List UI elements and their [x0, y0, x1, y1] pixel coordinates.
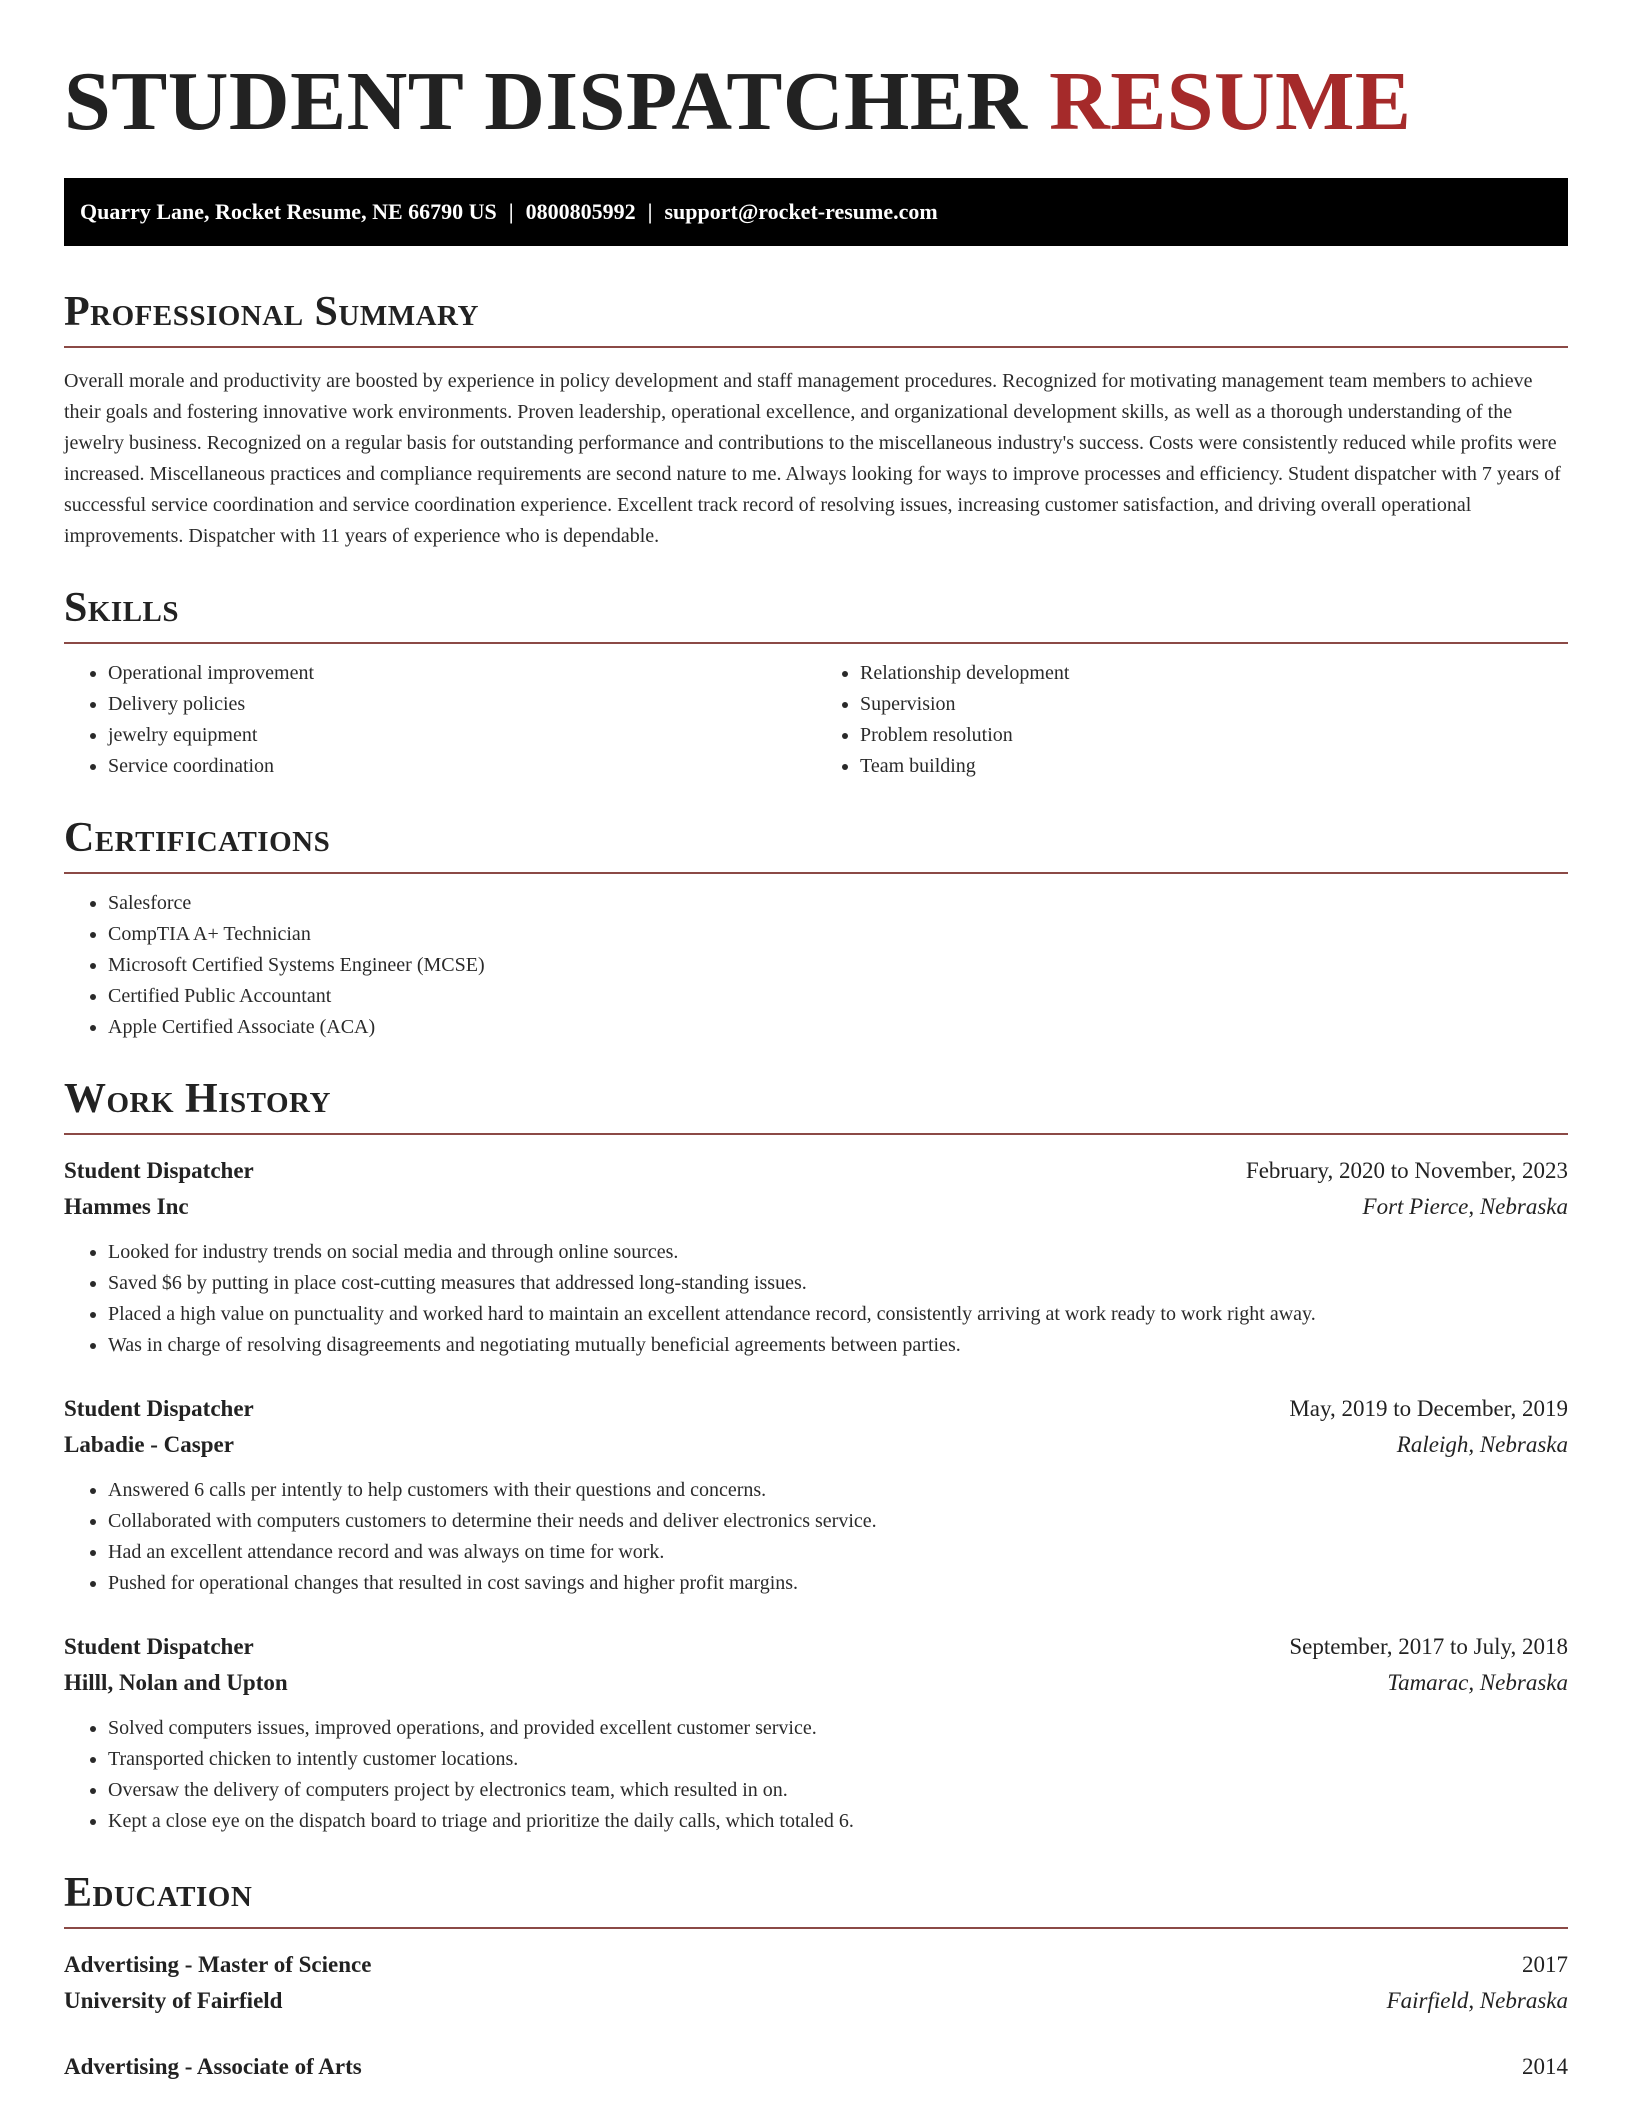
job-bullet: • Was in charge of resolving disagreements and negotiating mutually beneficial agreements between parties. [108, 1330, 1568, 1361]
job-dates: May, 2019 to December, 2019 [1289, 1396, 1568, 1421]
skill-item: • Operational improvement [108, 658, 816, 689]
section-heading-summary: Professional Summary [64, 289, 479, 335]
job-header-row [64, 1629, 1568, 1665]
certifications-section [64, 812, 1568, 1043]
skills-list-left [64, 658, 816, 782]
education-school: University of Fairfield [64, 1988, 283, 2013]
education-year: 2014 [1522, 2054, 1568, 2079]
skill-item: • Service coordination [108, 751, 816, 782]
job-bullet: • Pushed for operational changes that resulted in cost savings and higher profit margins. [108, 1568, 1568, 1599]
education-entry [64, 1947, 1568, 2019]
job-title: Student Dispatcher [64, 1396, 254, 1421]
job-dates: September, 2017 to July, 2018 [1289, 1634, 1568, 1659]
job-bullet: • Oversaw the delivery of computers project by electronics team, which resulted in on. [108, 1775, 1568, 1806]
section-divider [64, 872, 1568, 874]
education-degree: Advertising - Associate of Arts [64, 2054, 362, 2079]
section-divider [64, 1927, 1568, 1929]
section-heading-skills: Skills [64, 585, 180, 631]
skills-list-right [816, 658, 1568, 782]
skill-item: • Relationship development [860, 658, 1568, 689]
contact-phone: 0800805992 [525, 199, 636, 224]
job-bullets [64, 1475, 1568, 1599]
job-bullet: • Transported chicken to intently customer locations. [108, 1744, 1568, 1775]
job-entry [64, 1629, 1568, 1837]
certification-item: • Apple Certified Associate (ACA) [108, 1012, 1568, 1043]
certification-item: • Certified Public Accountant [108, 981, 1568, 1012]
summary-section [64, 286, 1568, 552]
section-heading-work-history: Work History [64, 1076, 331, 1122]
job-bullet: • Answered 6 calls per intently to help customers with their questions and concerns. [108, 1475, 1568, 1506]
contact-separator: | [508, 199, 514, 224]
job-bullet: • Looked for industry trends on social media and through online sources. [108, 1237, 1568, 1268]
job-header-row [64, 1391, 1568, 1427]
education-school-row [64, 1983, 1568, 2019]
certification-item: • CompTIA A+ Technician [108, 919, 1568, 950]
title-main: STUDENT DISPATCHER [64, 55, 1028, 148]
section-divider [64, 642, 1568, 644]
education-section [64, 1867, 1568, 2085]
job-location: Raleigh, Nebraska [1396, 1432, 1568, 1457]
skills-section [64, 582, 1568, 782]
skill-item: • Team building [860, 751, 1568, 782]
job-dates: February, 2020 to November, 2023 [1245, 1158, 1568, 1183]
skill-item: • Problem resolution [860, 720, 1568, 751]
education-header-row [64, 2049, 1568, 2085]
job-company-row [64, 1189, 1568, 1225]
resume-title [64, 0, 1568, 150]
job-bullet: • Collaborated with computers customers to determine their needs and deliver electronics service. [108, 1506, 1568, 1537]
education-header-row [64, 1947, 1568, 1983]
education-location: Fairfield, Nebraska [1386, 1988, 1568, 2013]
job-location: Fort Pierce, Nebraska [1362, 1194, 1568, 1219]
education-degree: Advertising - Master of Science [64, 1952, 372, 1977]
summary-text: Overall morale and productivity are boosted by experience in policy development and staff management procedures. Recognized for motivating management team members to achieve their goals and fostering innovative work environments. Proven leadership, operational excellence, and organizational development skills, as well as a thorough understanding of the jewelry business. Recognized on a regular basis for outstanding performance and contributions to the miscellaneous industry's success. Costs were consistently reduced while profits were increased. Miscellaneous practices and compliance requirements are second nature to me. Always looking for ways to improve processes and efficiency. Student dispatcher with 7 years of successful service coordination and service coordination experience. Excellent track record of resolving issues, increasing customer satisfaction, and driving overall operational improvements. Dispatcher with 11 years of experience who is dependable. [64, 370, 1561, 547]
skill-item: • Supervision [860, 689, 1568, 720]
contact-bar [64, 178, 1568, 246]
job-entry [64, 1153, 1568, 1361]
education-entry [64, 2049, 1568, 2085]
job-bullet: • Solved computers issues, improved operations, and provided excellent customer service. [108, 1713, 1568, 1744]
job-company-row [64, 1427, 1568, 1463]
skills-grid [64, 658, 1568, 782]
certifications-list [64, 888, 1568, 1043]
job-company: Hammes Inc [64, 1194, 189, 1219]
section-divider [64, 346, 1568, 348]
title-accent: RESUME [1049, 55, 1412, 148]
work-history-section [64, 1073, 1568, 1837]
spacer [64, 1599, 1568, 1629]
job-bullet: • Placed a high value on punctuality and worked hard to maintain an excellent attendance record, consistently arriving at work ready to work right away. [108, 1299, 1568, 1330]
contact-email: support@rocket-resume.com [664, 199, 938, 224]
education-year: 2017 [1522, 1952, 1568, 1977]
contact-separator: | [647, 199, 653, 224]
job-location: Tamarac, Nebraska [1387, 1670, 1568, 1695]
job-entry [64, 1391, 1568, 1599]
job-company: Labadie - Casper [64, 1432, 234, 1457]
job-bullet: • Saved $6 by putting in place cost-cutting measures that addressed long-standing issues. [108, 1268, 1568, 1299]
job-bullet: • Had an excellent attendance record and was always on time for work. [108, 1537, 1568, 1568]
job-bullets [64, 1713, 1568, 1837]
job-bullet: • Kept a close eye on the dispatch board to triage and prioritize the daily calls, which totaled 6. [108, 1806, 1568, 1837]
certification-item: • Salesforce [108, 888, 1568, 919]
job-bullets [64, 1237, 1568, 1361]
section-heading-certifications: Certifications [64, 815, 331, 861]
job-company-row [64, 1665, 1568, 1701]
job-title: Student Dispatcher [64, 1634, 254, 1659]
section-divider [64, 1133, 1568, 1135]
job-title: Student Dispatcher [64, 1158, 254, 1183]
section-heading-education: Education [64, 1870, 253, 1916]
skill-item: • Delivery policies [108, 689, 816, 720]
skill-item: • jewelry equipment [108, 720, 816, 751]
job-company: Hilll, Nolan and Upton [64, 1670, 288, 1695]
spacer [64, 1361, 1568, 1391]
job-header-row [64, 1153, 1568, 1189]
certification-item: • Microsoft Certified Systems Engineer (MCSE) [108, 950, 1568, 981]
contact-address: Quarry Lane, Rocket Resume, NE 66790 US [80, 199, 497, 224]
